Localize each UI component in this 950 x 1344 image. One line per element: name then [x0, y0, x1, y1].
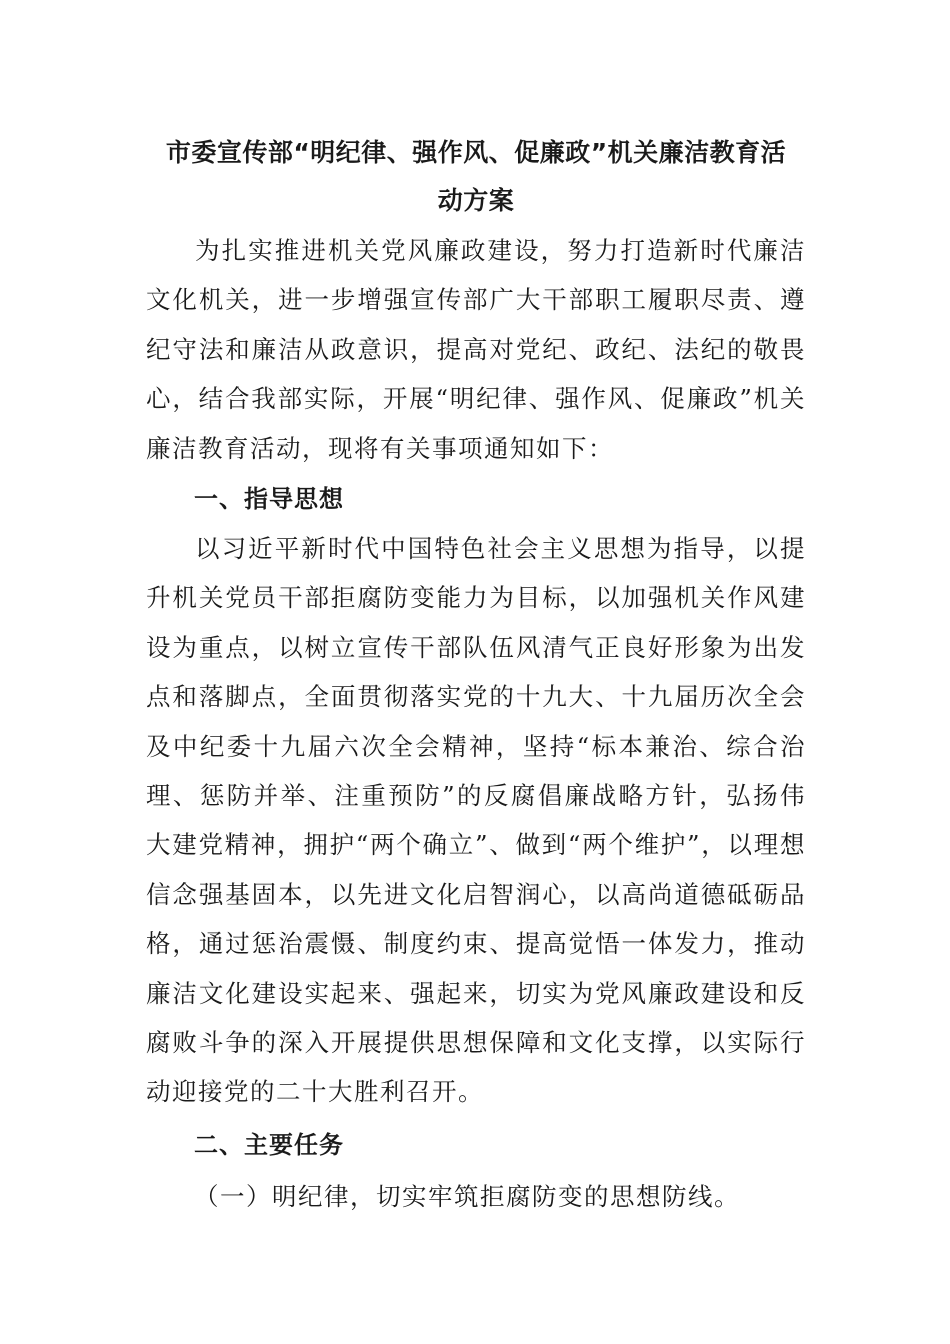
document-title-line-2: 动方案 — [437, 186, 515, 215]
section-heading-guiding-ideology: 一、指导思想 — [194, 485, 344, 513]
guiding-ideology-paragraph: 以习近平新时代中国特色社会主义思想为指导，以提升机关党员干部拒腐防变能力为目标，以加强机关作风建设为重点，以树立宣传干部队伍风清气正良好形象为出发点和落脚点，全面贯彻落实党的十九大、十九届历次全会及中纪委十九届六次全会精神，坚持“标本兼治、综合治理、惩防并举、注重预防”的反腐倡廉战略方针，弘扬伟大建党精神，拥护“两个确立”、做到“两个维护”，以理想信念强基固本，以先进文化启智润心，以高尚道德砥砺品格，通过惩治震慑、制度约束、提高觉悟一体发力，推动廉洁文化建设实起来、强起来，切实为党风廉政建设和反腐败斗争的深入开展提供思想保障和文化支撑，以实际行动迎接党的二十大胜利召开。 — [146, 534, 806, 1107]
document-title-line-1: 市委宣传部“明纪律、强作风、促廉政”机关廉洁教育活 — [165, 138, 787, 167]
intro-paragraph: 为扎实推进机关党风廉政建设，努力打造新时代廉洁文化机关，进一步增强宣传部广大干部职工履职尽责、遵纪守法和廉洁从政意识，提高对党纪、政纪、法纪的敬畏心，结合我部实际，开展“明纪律、强作风、促廉政”机关廉洁教育活动，现将有关事项通知如下： — [146, 236, 806, 463]
section-heading-main-tasks: 二、主要任务 — [194, 1131, 344, 1159]
subheading-discipline: （一）明纪律，切实牢筑拒腐防变的思想防线。 — [194, 1182, 740, 1211]
